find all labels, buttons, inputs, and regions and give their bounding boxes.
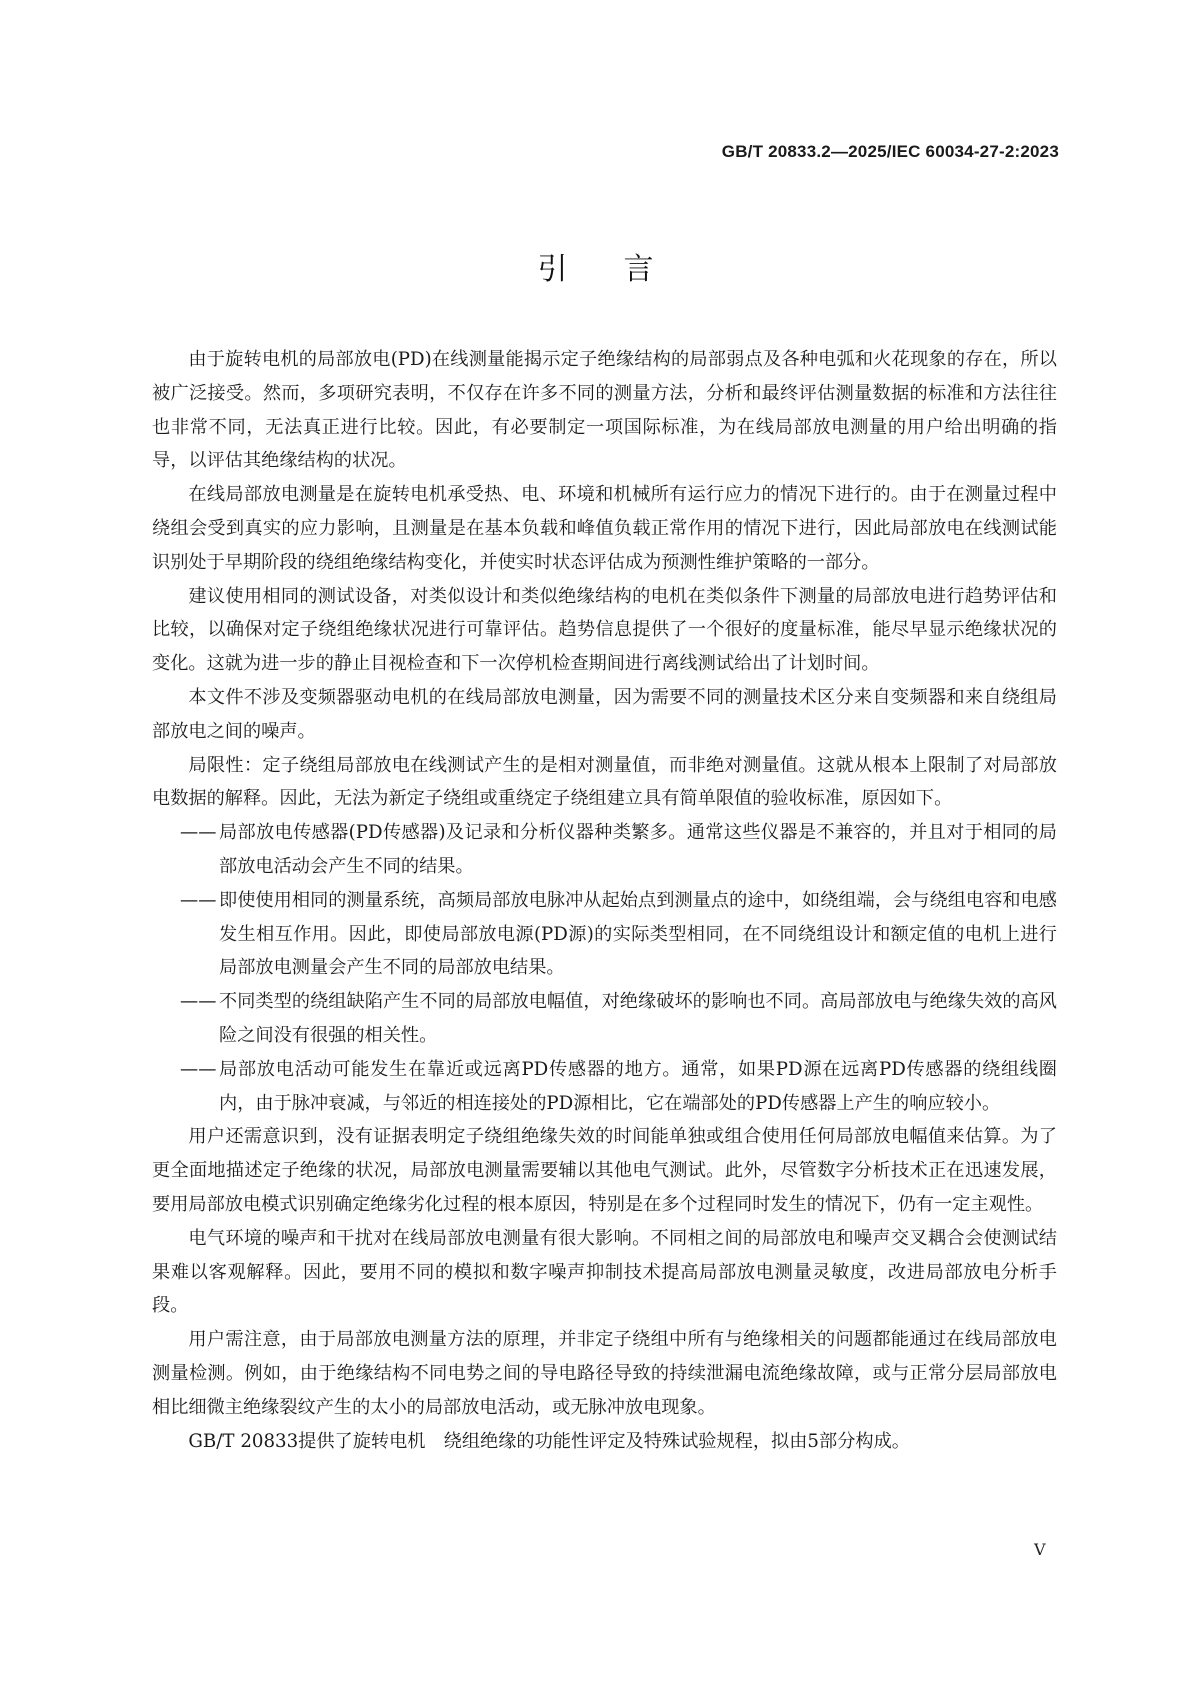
- list-item-text: 局部放电传感器(PD传感器)及记录和分析仪器种类繁多。通常这些仪器是不兼容的，并且对于相同的局部放电活动会产生不同的结果。: [219, 822, 1057, 877]
- paragraph: 本文件不涉及变频器驱动电机的在线局部放电测量，因为需要不同的测量技术区分来自变频器和来自绕组局部放电之间的噪声。: [152, 686, 1057, 742]
- section-title: 引言: [537, 252, 710, 287]
- list-item-text: 局部放电活动可能发生在靠近或远离PD传感器的地方。通常，如果PD源在远离PD传感器的绕组线圈内，由于脉冲衰减，与邻近的相连接处的PD源相比，它在端部处的PD传感器上产生的响应较小。: [219, 1058, 1057, 1114]
- paragraph: 由于旋转电机的局部放电(PD)在线测量能揭示定子绝缘结构的局部弱点及各种电弧和火花现象的存在，所以被广泛接受。然而，多项研究表明，不仅存在许多不同的测量方法，分析和最终评估测量数据的标准和方法往往也非常不同，无法真正进行比较。因此，有必要制定一项国际标准，为在线局部放电测量的用户给出明确的指导，以评估其绝缘结构的状况。: [152, 349, 1057, 472]
- list-dash: ——: [180, 1058, 217, 1080]
- paragraph: 建议使用相同的测试设备，对类似设计和类似绝缘结构的电机在类似条件下测量的局部放电进行趋势评估和比较，以确保对定子绕组绝缘状况进行可靠评估。趋势信息提供了一个很好的度量标准，能尽早显示绝缘状况的变化。这就为进一步的静止目视检查和下一次停机检查期间进行离线测试给出了计划时间。: [152, 585, 1057, 675]
- list-item: [152, 884, 1057, 985]
- paragraph: 局限性：定子绕组局部放电在线测试产生的是相对测量值，而非绝对测量值。这就从根本上限制了对局部放电数据的解释。因此，无法为新定子绕组或重绕定子绕组建立具有简单限值的验收标准，原因如下。: [152, 754, 1057, 810]
- standard-number-header: GB/T 20833.2—2025/IEC 60034-27-2:2023: [721, 142, 1059, 161]
- list-item-text: 不同类型的绕组缺陷产生不同的局部放电幅值，对绝缘破坏的影响也不同。高局部放电与绝缘失效的高风险之间没有很强的相关性。: [219, 991, 1057, 1046]
- paragraph: 用户需注意，由于局部放电测量方法的原理，并非定子绕组中所有与绝缘相关的问题都能通过在线局部放电测量检测。例如，由于绝缘结构不同电势之间的导电路径导致的持续泄漏电流绝缘故障，或与正常分层局部放电相比细微主绝缘裂纹产生的太小的局部放电活动，或无脉冲放电现象。: [152, 1329, 1057, 1418]
- list-dash: ——: [180, 991, 217, 1013]
- list-dash: ——: [180, 822, 217, 844]
- body-text: [152, 343, 1057, 1458]
- list-item: [152, 816, 1057, 884]
- paragraph: GB/T 20833提供了旋转电机 绕组绝缘的功能性评定及特殊试验规程，拟由5部分构成。: [188, 1430, 910, 1452]
- list-item: [152, 1053, 1057, 1121]
- paragraph: 电气环境的噪声和干扰对在线局部放电测量有很大影响。不同相之间的局部放电和噪声交叉耦合会使测试结果难以客观解释。因此，要用不同的模拟和数字噪声抑制技术提高局部放电测量灵敏度，改进局部放电分析手段。: [152, 1227, 1057, 1317]
- list-dash: ——: [180, 889, 217, 911]
- list-item-text: 即使使用相同的测量系统，高频局部放电脉冲从起始点到测量点的途中，如绕组端，会与绕组电容和电感发生相互作用。因此，即使局部放电源(PD源)的实际类型相同，在不同绕组设计和额定值的电机上进行局部放电测量会产生不同的局部放电结果。: [219, 889, 1057, 979]
- list-item: [152, 985, 1057, 1053]
- page-number: V: [1034, 1540, 1046, 1559]
- paragraph: 在线局部放电测量是在旋转电机承受热、电、环境和机械所有运行应力的情况下进行的。由于在测量过程中绕组会受到真实的应力影响，且测量是在基本负载和峰值负载正常作用的情况下进行，因此局部放电在线测试能识别处于早期阶段的绕组绝缘结构变化，并使实时状态评估成为预测性维护策略的一部分。: [152, 484, 1057, 573]
- paragraph: 用户还需意识到，没有证据表明定子绕组绝缘失效的时间能单独或组合使用任何局部放电幅值来估算。为了更全面地描述定子绝缘的状况，局部放电测量需要辅以其他电气测试。此外，尽管数字分析技术正在迅速发展，要用局部放电模式识别确定绝缘劣化过程的根本原因，特别是在多个过程同时发生的情况下，仍有一定主观性。: [152, 1126, 1057, 1215]
